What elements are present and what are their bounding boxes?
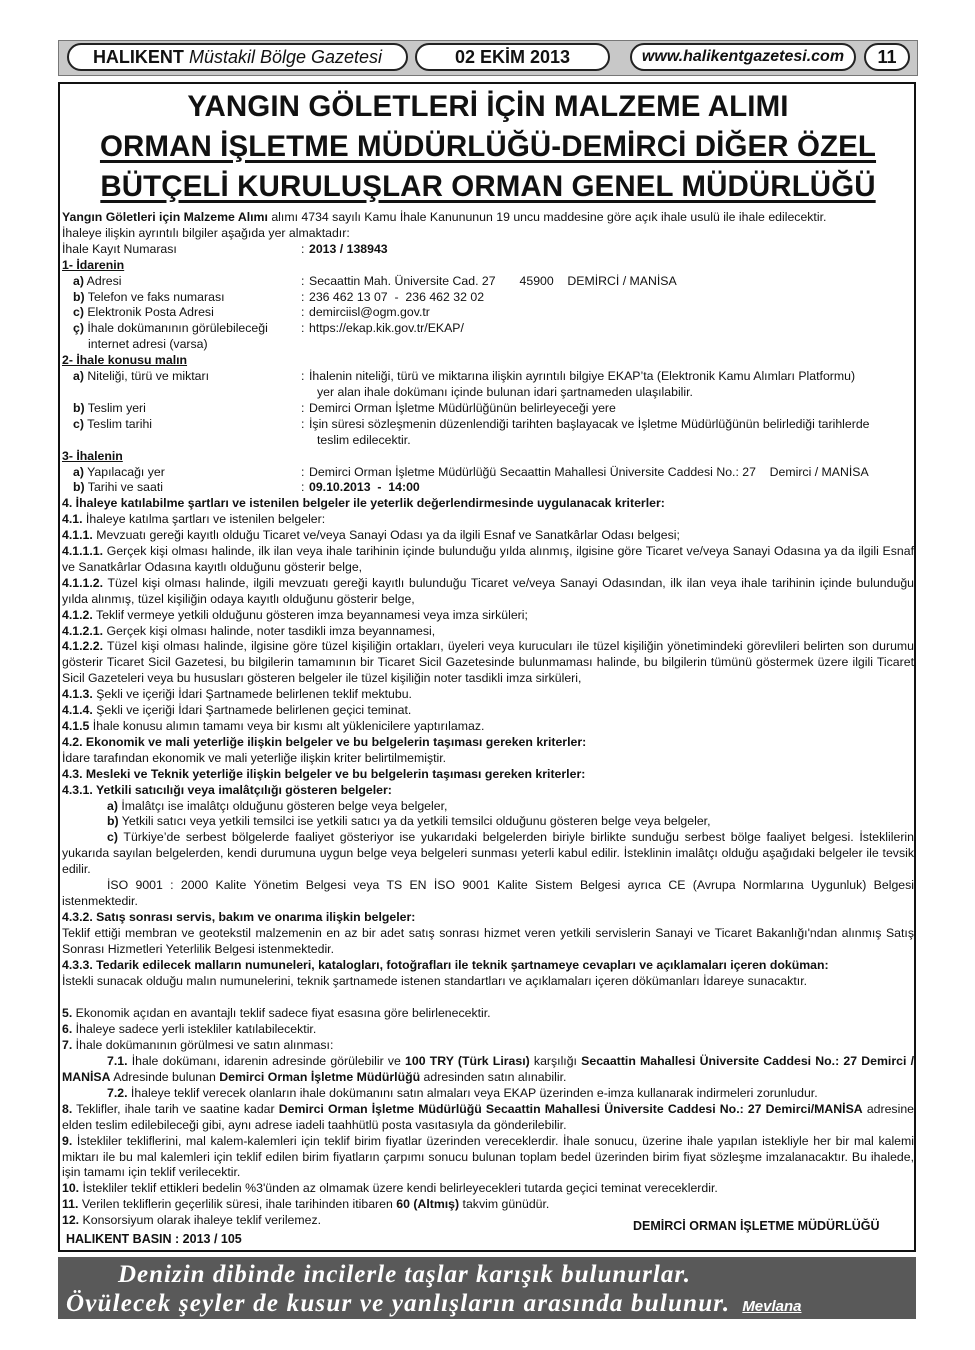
title-line-3: BÜTÇELİ KURULUŞLAR ORMAN GENEL MÜDÜRLÜĞÜ	[100, 170, 876, 203]
item-4-3-1-heading: 4.3.1. Yetkili satıcılığı veya imalâtçılığı gösteren belgeler:	[62, 782, 392, 797]
item-10: 10. İstekliler teklif ettikleri bedelin %3'ünden az olmamak üzere kendi belirleyecekleri tutarda geçici teminat vereceklerdir.	[62, 1181, 718, 1196]
item-4-1: 4.1. İhaleye katılma şartları ve istenilen belgeler:	[62, 512, 326, 527]
section-2-heading: 2- İhale konusu malın	[62, 353, 188, 368]
signature: DEMİRCİ ORMAN İŞLETME MÜDÜRLÜĞÜ	[633, 1219, 880, 1233]
item-12: 12. Konsorsiyum olarak ihaleye teklif verilemez.	[62, 1213, 322, 1228]
item-4-3-3-heading: 4.3.3. Tedarik edilecek malların numuneleri, katalogları, fotoğrafları ile teknik şartnameye cevapları ve açıklamaları içeren doküman:	[62, 957, 829, 972]
item-4-1-2-1: 4.1.2.1. Gerçek kişi olması halinde, noter tasdikli imza beyannamesi,	[62, 623, 436, 638]
item-4-3-1-c: c) Türkiye’de serbest bölgelerde faaliyet gösteriyor ise yukarıdaki belgelerden biriyle birlikte sunduğu serbest bölge faaliyet belgesi. İsteklilerin yukarıda sayılan belgelerden, kendi durumuna uygun belge veya belgeleri sunması yeterli kabul edilir. İsteklinin imalâtçı olduğu aşağıdaki belgeler ile tevsik edilir.	[62, 830, 914, 877]
title-line-1: YANGIN GÖLETLERİ İÇİN MALZEME ALIMI	[187, 90, 789, 123]
quote-line-2: Övülecek şeyler de kusur ve yanlışların arasında bulunur. Mevlana	[66, 1290, 802, 1317]
idare-telefon: b) Telefon ve faks numarası : 236 462 13 07 - 236 462 32 02	[73, 289, 485, 304]
section-4-heading: 4. İhaleye katılabilme şartları ve istenilen belgeler ile yeterlik değerlendirmesinde uygulanacak kriterler:	[62, 496, 665, 511]
item-4-1-2: 4.1.2. Teklif vermeye yetkili olduğunu gösteren imza beyannamesi veya imza sirküleri;	[62, 607, 528, 622]
konu-nitelik: a) Niteliği, türü ve miktarı : İhalenin niteliği, türü ve miktarına ilişkin ayrıntılı bilgiye EKAP’ta (Elektronik Kamu Alımları Platformu) yer alan ihale dokümanı içinde bulunan idari şartnameden ulaşılabilir.	[73, 369, 856, 399]
page-number: 11	[877, 46, 897, 67]
ihale-yer: a) Yapılacağı yer : Demirci Orman İşletme Müdürlüğü Secaattin Mahallesi Üniversite Caddesi No.: 27 Demirci / MANİSA	[73, 464, 869, 479]
title-line-2: ORMAN İŞLETME MÜDÜRLÜĞÜ-DEMİRCİ DİĞER ÖZEL	[99, 130, 877, 163]
item-4-1-1-2: 4.1.1.2. Tüzel kişi olması halinde, ilgili mevzuatı gereği kayıtlı bulunduğu Ticaret ve/veya Sanayi Odasından, ilk ilan veya ihale tarihinin içinde bulunduğu yılda alınmış, tüzel kişiliğin odaya kayıtlı olduğunu gösterir belge,	[62, 575, 914, 606]
item-9: 9. İstekliler tekliflerini, mal kalem-kalemleri için teklif birim fiyatlar üzerinden vereceklerdir. İhale sonucu, üzerine ihale yapılan istekliyle her bir mal kalemi miktarı ile bu mal kalemleri için teklif edilen birim fiyatların çarpımı sonucu bulunan toplam bedel üzerinden birim fiyat sözleşme imzalanacaktır. Bu ihalede, işin tamamı için teklif verilecektir.	[62, 1133, 914, 1180]
section-3-heading: 3- İhalenin	[62, 448, 123, 463]
item-4-3-1-iso: İSO 9001 : 2000 Kalite Yönetim Belgesi veya TS EN İSO 9001 Kalite Sistem Belgesi ayrıca CE (Avrupa Normlarına Uygunluk) Belgesi istenmektedir.	[62, 878, 914, 908]
section-1-heading: 1- İdarenin	[62, 257, 125, 272]
page-number-pill	[864, 43, 910, 71]
idare-adres: a) Adresi : Secaattin Mah. Üniversite Cad. 27 45900 DEMİRCİ / MANİSA	[73, 273, 677, 288]
website-pill	[630, 43, 856, 71]
issue-date: 02 EKİM 2013	[454, 46, 571, 67]
item-6: 6. İhaleye sadece yerli istekliler katılabilecektir.	[62, 1022, 317, 1037]
item-11: 11. Verilen tekliflerin geçerlilik süresi, ihale tarihinden itibaren 60 (Altmış) takvim günüdür.	[62, 1197, 550, 1212]
item-4-3-1-b: b) Yetkili satıcı veya yetkili temsilci ise yetkili satıcı ya da yetkili temsilci olduğunu gösteren belge veya belgeler,	[107, 814, 711, 829]
website-url: www.halikentgazetesi.com	[641, 48, 845, 65]
intro: Yangın Göletleri için Malzeme Alımı alımı 4734 sayılı Kamu İhale Kanununun 19 uncu maddesine göre açık ihale usulü ile ihale edilecektir.	[62, 210, 827, 224]
idare-eposta: c) Elektronik Posta Adresi : demirciisl@ogm.gov.tr	[73, 305, 430, 320]
item-4-1-1: 4.1.1. Mevzuatı gereği kayıtlı olduğu Ticaret ve/veya Sanayi Odası ya da ilgili Esnaf ve Sanatkârlar Odası belgesi;	[62, 528, 680, 543]
item-8: 8. Teklifler, ihale tarih ve saatine kadar Demirci Orman İşletme Müdürlüğü Secaattin Mahallesi Üniversite Caddesi No.: 27 Demirci/MANİSA adresine elden teslim edilebileceği gibi, aynı adrese iadeli taahhütlü posta vasıtasıyla da gönderilebilir.	[62, 1101, 914, 1132]
item-7: 7. İhale dokümanının görülmesi ve satın alınması:	[62, 1038, 334, 1053]
ihale-tarih: b) Tarihi ve saati : 09.10.2013 - 14:00	[73, 480, 420, 495]
item-4-2-heading: 4.2. Ekonomik ve mali yeterliğe ilişkin belgeler ve bu belgelerin taşıması gereken kriterler:	[62, 734, 587, 749]
press-code: HALIKENT BASIN : 2013 / 105	[66, 1232, 242, 1246]
konu-teslim-tarihi: c) Teslim tarihi : İşin süresi sözleşmenin düzenlendiği tarihten başlayacak ve İşletme Müdürlüğünün belirlediği tarihlerde teslim edilecektir.	[73, 416, 870, 447]
item-4-1-2-2: 4.1.2.2. Tüzel kişi olması halinde, ilgisine göre tüzel kişiliğin ortakları, üyeleri veya kurucuları ile tüzel kişiliğin yönetimindeki görevlileri belirten son durumu gösterir Ticaret Sicil Gazetesi, bu bilgilerin tamamının bir Ticaret Sicil Gazetesinde bulunmaması halinde, bu bilgilerin tümünü göstermek üzere ilgili Ticaret Sicil Gazeteleri veya bu hususları gösteren belgeler ile tüzel kişiliğin noter tasdikli imza sirküleri,	[62, 639, 914, 686]
announcement-body	[62, 86, 914, 1229]
idare-internet: ç) İhale dokümanının görülebileceği internet adresi (varsa) : https://ekap.kik.gov.tr/EKAP/	[73, 321, 464, 352]
kayit-row: İhale Kayıt Numarası : 2013 / 138943	[62, 241, 388, 256]
item-4-1-1-1: 4.1.1.1. Gerçek kişi olması halinde, ilk ilan veya ihale tarihinin içinde bulunduğu yılda alınmış, ilgisine göre Ticaret ve/veya Sanayi Odasına ya da ilgili Esnaf ve Sanatkârlar Odasına kayıtlı olduğunu gösterir belge,	[62, 544, 914, 574]
item-4-3-2-heading: 4.3.2. Satış sonrası servis, bakım ve onarıma ilişkin belgeler:	[62, 909, 416, 924]
item-4-3-3-text: İstekli sunacak olduğu malın numunelerini, teknik şartnamede istenen standartları ve açıklamaları içeren dökümanları İdareye sunacaktır.	[62, 973, 808, 988]
item-4-3-1-a: a) İmalâtçı ise imalâtçı olduğunu gösteren belge veya belgeler,	[107, 798, 448, 813]
item-7-1: 7.1. İhale dokümanı, idarenin adresinde görülebilir ve 100 TRY (Türk Lirası) karşılığı Secaattin Mahallesi Üniversite Caddesi No.: 27 Demirci / MANİSA Adresinde bulunan Demirci Orman İşletme Müdürlüğü adresinden satın alınabilir.	[62, 1054, 914, 1085]
newspaper-name-pill	[67, 43, 408, 71]
item-4-3-heading: 4.3. Mesleki ve Teknik yeterliğe ilişkin belgeler ve bu belgelerin taşıması gereken kriterler:	[62, 766, 586, 781]
issue-date-pill	[415, 43, 610, 71]
quote-author: Mevlana	[742, 1298, 802, 1315]
item-4-1-5: 4.1.5 İhale konusu alımın tamamı veya bir kısmı alt yüklenicilere yaptırılamaz.	[62, 719, 485, 733]
intro-line-2: İhaleye ilişkin ayrıntılı bilgiler aşağıda yer almaktadır:	[62, 225, 350, 240]
item-5: 5. Ekonomik açıdan en avantajlı teklif sadece fiyat esasına göre belirlenecektir.	[62, 1006, 491, 1021]
newspaper-name: HALIKENT	[92, 46, 184, 67]
item-4-3-2-text: Teklif ettiği membran ve geotekstil malzemenin en az bir adet satış sonrası hizmet veren yetkili servislerin Sanayi ve Ticaret Bakanlığı'ndan alınmış Satış Sonrası Hizmetleri Yeterlilik Belgesi istenmektedir.	[62, 925, 914, 956]
konu-teslim-yeri: b) Teslim yeri : Demirci Orman İşletme Müdürlüğünün belirleyeceği yere	[73, 400, 616, 415]
item-4-1-4: 4.1.4. Şekli ve içeriği İdari Şartnamede belirlenen geçici teminat.	[62, 703, 412, 718]
item-4-2-text: İdare tarafından ekonomik ve mali yeterliğe ilişkin kriter belirtilmemiştir.	[62, 750, 447, 765]
quote-banner	[58, 1257, 916, 1319]
quote-line-1: Denizin dibinde incilerle taşlar karışık bulunurlar.	[118, 1261, 691, 1288]
item-4-1-3: 4.1.3. Şekli ve içeriği İdari Şartnamede belirlenen teklif mektubu.	[62, 687, 412, 702]
newspaper-subtitle: Müstakil Bölge Gazetesi	[188, 46, 383, 67]
item-7-2: 7.2. İhaleye teklif verecek olanların ihale dokümanını satın almaları veya EKAP üzerinden e-imza kullanarak indirmeleri zorunludur.	[107, 1085, 818, 1100]
